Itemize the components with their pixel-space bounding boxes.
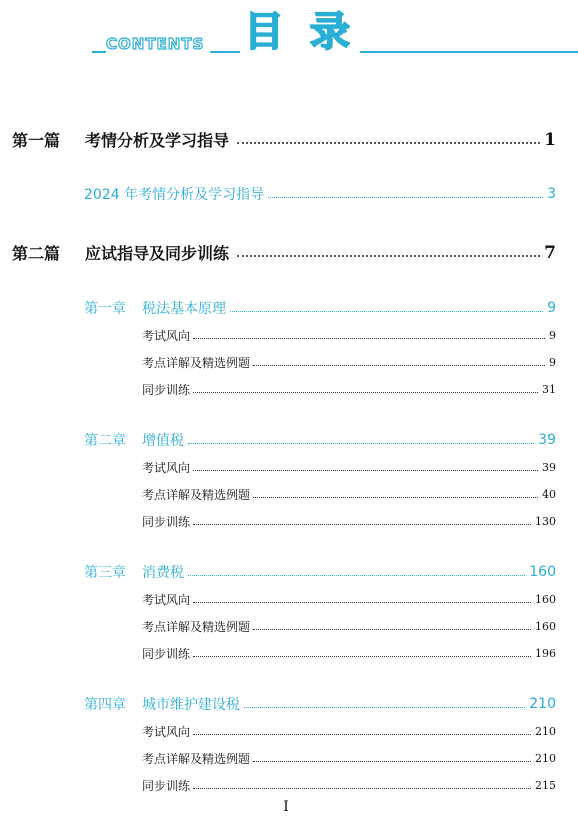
dot-leader bbox=[193, 602, 531, 603]
dot-leader bbox=[193, 338, 545, 339]
dot-leader bbox=[237, 255, 540, 257]
chapter-title: 增值税 bbox=[142, 433, 184, 449]
toc-section[interactable] bbox=[142, 513, 556, 530]
page-number: 9 bbox=[549, 356, 556, 369]
toc-section[interactable] bbox=[142, 591, 556, 608]
dot-leader bbox=[253, 497, 538, 498]
page-number: 31 bbox=[542, 383, 556, 396]
toc-section[interactable] bbox=[142, 777, 556, 794]
page-number: 215 bbox=[535, 779, 556, 792]
page-number: 1 bbox=[544, 129, 556, 150]
section-title: 同步训练 bbox=[142, 515, 191, 529]
page-number: 160 bbox=[529, 564, 556, 580]
page-folio: I bbox=[283, 799, 289, 815]
dot-leader bbox=[253, 761, 531, 762]
page-number: 40 bbox=[542, 488, 556, 501]
page-number: 7 bbox=[544, 242, 556, 263]
toc-part-1[interactable] bbox=[12, 128, 556, 151]
dot-leader bbox=[244, 707, 525, 708]
part-label: 第二篇 bbox=[12, 244, 61, 263]
dot-leader bbox=[230, 311, 543, 312]
toc-chapter-1[interactable] bbox=[84, 298, 556, 318]
toc-header bbox=[0, 0, 578, 70]
toc-part-2[interactable] bbox=[12, 241, 556, 264]
toc-section[interactable] bbox=[142, 327, 556, 344]
toc-section[interactable] bbox=[142, 381, 556, 398]
toc-section[interactable] bbox=[142, 486, 556, 503]
toc-section[interactable] bbox=[142, 750, 556, 767]
contents-label: CONTENTS bbox=[106, 35, 210, 53]
page-number: 160 bbox=[535, 620, 556, 633]
page-number: 210 bbox=[535, 752, 556, 765]
chapter-label: 第四章 bbox=[84, 697, 126, 713]
part-label: 第一篇 bbox=[12, 131, 61, 150]
page-number: 39 bbox=[538, 432, 556, 448]
section-title: 考试风向 bbox=[142, 593, 191, 607]
dot-leader bbox=[193, 788, 531, 789]
dot-leader bbox=[253, 629, 531, 630]
toc-part-1-sub[interactable] bbox=[84, 184, 556, 204]
toc-chapter-4[interactable] bbox=[84, 694, 556, 714]
toc-section[interactable] bbox=[142, 618, 556, 635]
dot-leader bbox=[193, 392, 538, 393]
section-title: 考试风向 bbox=[142, 725, 191, 739]
chapter-label: 第二章 bbox=[84, 433, 126, 449]
page-number: 39 bbox=[542, 461, 556, 474]
part-title: 考情分析及学习指导 bbox=[85, 131, 230, 150]
toc-title: 目 录 bbox=[240, 8, 360, 56]
dot-leader bbox=[193, 734, 531, 735]
chapter-label: 第三章 bbox=[84, 565, 126, 581]
page-number: 9 bbox=[549, 329, 556, 342]
dot-leader bbox=[253, 365, 545, 366]
section-title: 同步训练 bbox=[142, 383, 191, 397]
page-number: 196 bbox=[535, 647, 556, 660]
page-number: 130 bbox=[535, 515, 556, 528]
part-title: 应试指导及同步训练 bbox=[85, 244, 230, 263]
page-number: 160 bbox=[535, 593, 556, 606]
dot-leader bbox=[237, 142, 540, 144]
section-title: 考点详解及精选例题 bbox=[142, 620, 251, 634]
section-title: 考点详解及精选例题 bbox=[142, 752, 251, 766]
dot-leader bbox=[188, 575, 525, 576]
chapter-title: 消费税 bbox=[142, 565, 184, 581]
page-number: 3 bbox=[547, 186, 556, 202]
toc-section[interactable] bbox=[142, 459, 556, 476]
section-title: 考试风向 bbox=[142, 461, 191, 475]
dot-leader bbox=[193, 470, 538, 471]
dot-leader bbox=[188, 443, 534, 444]
chapter-title: 城市维护建设税 bbox=[142, 697, 240, 713]
dot-leader bbox=[193, 656, 531, 657]
toc-section[interactable] bbox=[142, 645, 556, 662]
chapter-title: 税法基本原理 bbox=[142, 301, 226, 317]
toc-section[interactable] bbox=[142, 354, 556, 371]
dot-leader bbox=[193, 524, 531, 525]
section-title: 考点详解及精选例题 bbox=[142, 356, 251, 370]
page-number: 210 bbox=[535, 725, 556, 738]
section-title: 考点详解及精选例题 bbox=[142, 488, 251, 502]
section-title: 同步训练 bbox=[142, 647, 191, 661]
toc-chapter-3[interactable] bbox=[84, 562, 556, 582]
section-title: 同步训练 bbox=[142, 779, 191, 793]
toc-chapter-2[interactable] bbox=[84, 430, 556, 450]
chapter-label: 第一章 bbox=[84, 301, 126, 317]
dot-leader bbox=[268, 197, 543, 198]
sub-title: 2024 年考情分析及学习指导 bbox=[84, 187, 265, 203]
page-number: 9 bbox=[547, 300, 556, 316]
toc-section[interactable] bbox=[142, 723, 556, 740]
section-title: 考试风向 bbox=[142, 329, 191, 343]
page-number: 210 bbox=[529, 696, 556, 712]
